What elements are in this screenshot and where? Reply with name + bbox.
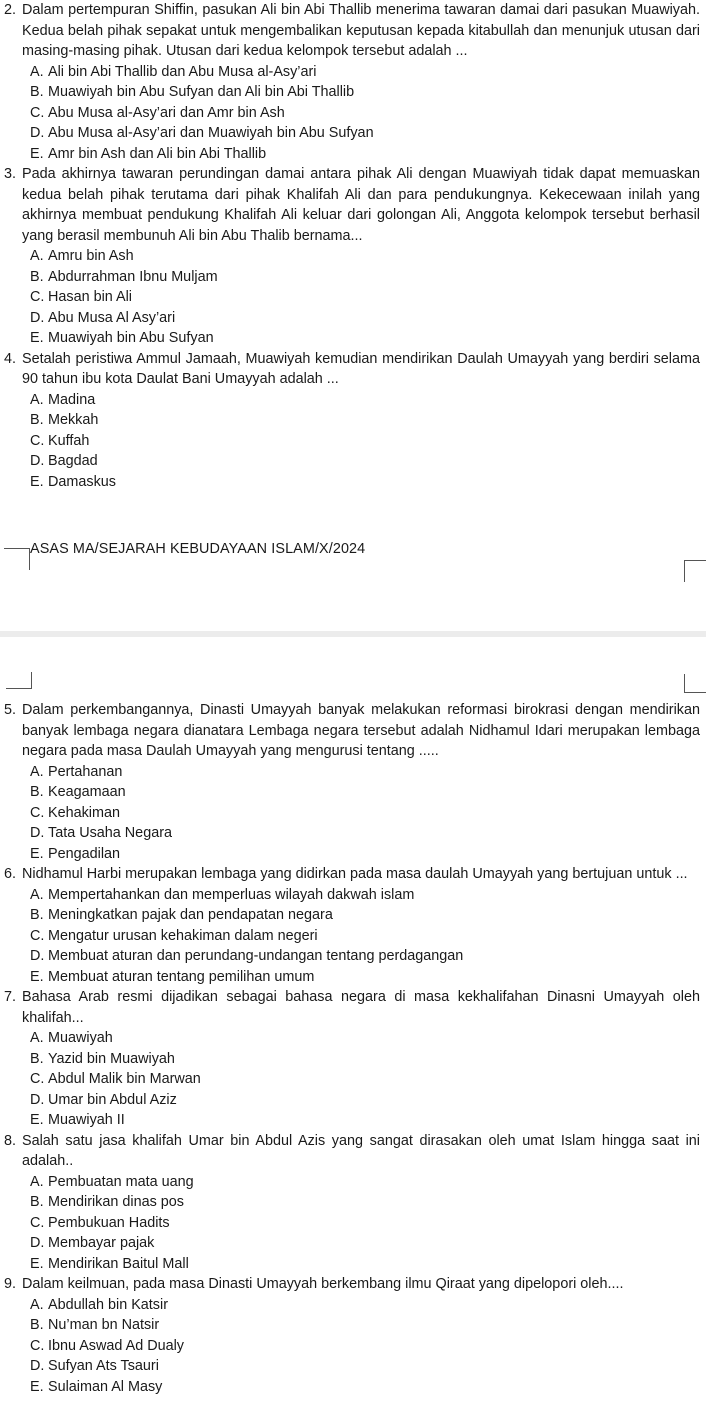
option-text: Abu Musa Al Asy’ari <box>48 309 176 326</box>
option-text: Kuffah <box>48 432 90 449</box>
option <box>30 1192 706 1213</box>
option-text: Abu Musa al-Asy’ari dan Muawiyah bin Abu Sufyan <box>48 125 374 141</box>
option-text: Pembuatan mata uang <box>48 1173 194 1190</box>
option-letter: A. <box>30 886 44 903</box>
option-text: Mempertahankan dan memperluas wilayah dakwah islam <box>48 886 415 903</box>
option <box>30 472 706 493</box>
option-letter: D. <box>30 825 45 841</box>
option-text: Mendirikan dinas pos <box>48 1194 184 1210</box>
option <box>30 103 706 124</box>
option <box>30 1336 706 1357</box>
option <box>30 62 706 83</box>
option-letter: B. <box>30 1317 44 1333</box>
option-letter: D. <box>30 1091 45 1108</box>
option-text: Ibnu Aswad Ad Dualy <box>48 1337 185 1354</box>
option-letter: E. <box>30 145 44 162</box>
option-text: Meningkatkan pajak dan pendapatan negara <box>48 907 333 923</box>
option-letter: C. <box>30 432 45 449</box>
option-text: Mendirikan Baitul Mall <box>48 1255 189 1272</box>
option <box>30 431 706 452</box>
option-text: Abdul Malik bin Marwan <box>48 1071 201 1087</box>
option-letter: B. <box>30 784 44 800</box>
option-letter: A. <box>30 1030 44 1046</box>
option-text: Mengatur urusan kehakiman dalam negeri <box>48 927 318 944</box>
question-3 <box>0 164 706 246</box>
option-text: Muawiyah <box>48 1030 113 1046</box>
option <box>30 1377 706 1398</box>
question-number: 8. <box>4 1132 17 1149</box>
question-number: 7. <box>4 989 17 1005</box>
option <box>30 410 706 431</box>
option <box>30 1233 706 1254</box>
option-letter: C. <box>30 289 45 305</box>
option <box>30 144 706 165</box>
question-number: 9. <box>4 1276 17 1292</box>
question-text: Pada akhirnya tawaran perundingan damai antara pihak Ali dengan Muawiyah tidak dapat memuaskan kedua belah pihak terutama dari pihak Khalifah Ali dan para pendukungnya. Kekecewaan inilah yang akhirnya membuat pendukung Khalifah Ali keluar dari golongan Ali, Anggota kelompok tersebut berhasil yang berasil membunuh Ali bin Abu Thalib bernama... <box>22 166 700 244</box>
option-letter: B. <box>30 412 44 428</box>
question-4 <box>0 349 706 390</box>
option-letter: E. <box>30 1378 44 1395</box>
exam-page-top <box>0 0 706 492</box>
option <box>30 1213 706 1234</box>
question-6 <box>0 864 706 885</box>
option-text: Tata Usaha Negara <box>48 825 172 841</box>
option-letter: E. <box>30 330 44 346</box>
option-letter: C. <box>30 927 45 944</box>
option-letter: A. <box>30 63 44 80</box>
option <box>30 823 706 844</box>
option-letter: B. <box>30 84 44 100</box>
crop-mark <box>684 674 685 692</box>
option-text: Muawiyah II <box>48 1112 125 1128</box>
option <box>30 390 706 411</box>
crop-mark <box>4 548 30 549</box>
option <box>30 967 706 988</box>
option <box>30 123 706 144</box>
option-text: Abdurrahman Ibnu Muljam <box>48 268 218 285</box>
option <box>30 82 706 103</box>
option-letter: E. <box>30 968 44 985</box>
option-letter: D. <box>30 1235 45 1251</box>
question-text: Nidhamul Harbi merupakan lembaga yang didirkan pada masa daulah Umayyah yang bertujuan untuk ... <box>22 866 688 882</box>
question-5 <box>0 700 706 762</box>
option-text: Abu Musa al-Asy’ari dan Amr bin Ash <box>48 104 285 121</box>
option <box>30 1069 706 1090</box>
question-2 <box>0 0 706 62</box>
option-text: Ali bin Abi Thallib dan Abu Musa al-Asy’ari <box>48 63 317 80</box>
option-letter: E. <box>30 1112 44 1128</box>
question-text: Dalam perkembangannya, Dinasti Umayyah banyak melakukan reformasi birokrasi dengan mendirikan banyak lembaga negara dianatara Lembaga negara tersebut adalah Nidhamul Idari merupakan lembaga negara pada masa Daulah Umayyah yang mengurusi tentang ..... <box>22 702 700 759</box>
option-text: Keagamaan <box>48 784 126 800</box>
option-letter: A. <box>30 248 44 264</box>
option-letter: D. <box>30 1358 45 1374</box>
page-separator <box>0 631 706 637</box>
option-letter: C. <box>30 104 45 121</box>
option <box>30 1049 706 1070</box>
option <box>30 451 706 472</box>
option <box>30 308 706 329</box>
option-text: Sufyan Ats Tsauri <box>48 1358 159 1374</box>
question-text: Bahasa Arab resmi dijadikan sebagai bahasa negara di masa kekhalifahan Dinasni Umayyah oleh khalifah... <box>22 989 700 1026</box>
option <box>30 1110 706 1131</box>
option-letter: B. <box>30 268 44 285</box>
option <box>30 803 706 824</box>
question-number: 6. <box>4 866 17 882</box>
option-text: Mekkah <box>48 412 99 428</box>
option-letter: D. <box>30 453 45 469</box>
option-letter: C. <box>30 1337 45 1354</box>
option-letter: A. <box>30 1296 44 1313</box>
option-text: Kehakiman <box>48 804 120 821</box>
option <box>30 844 706 865</box>
option-text: Hasan bin Ali <box>48 289 132 305</box>
option <box>30 1172 706 1193</box>
question-text: Setalah peristiwa Ammul Jamaah, Muawiyah kemudian mendirikan Daulah Umayyah yang berdiri selama 90 tahun ibu kota Daulat Bani Umayyah adalah ... <box>22 350 700 387</box>
question-number: 2. <box>4 2 17 18</box>
option-text: Membuat aturan dan perundang-undangan tentang perdagangan <box>48 948 464 964</box>
crop-mark <box>6 688 32 689</box>
option <box>30 1295 706 1316</box>
option-letter: E. <box>30 845 44 862</box>
question-text: Dalam keilmuan, pada masa Dinasti Umayyah berkembang ilmu Qiraat yang dipelopori oleh.... <box>22 1276 624 1292</box>
crop-mark <box>684 560 685 582</box>
question-text: Salah satu jasa khalifah Umar bin Abdul Azis yang sangat dirasakan oleh umat Islam hingga saat ini adalah.. <box>22 1132 700 1169</box>
option-text: Madina <box>48 391 96 408</box>
option-text: Umar bin Abdul Aziz <box>48 1091 177 1108</box>
question-9 <box>0 1274 706 1295</box>
crop-mark <box>684 560 706 561</box>
option-text: Pembukuan Hadits <box>48 1214 170 1231</box>
option-letter: E. <box>30 1255 44 1272</box>
question-8 <box>0 1131 706 1172</box>
option-text: Pengadilan <box>48 845 121 862</box>
option <box>30 926 706 947</box>
option-letter: C. <box>30 1071 45 1087</box>
option <box>30 1254 706 1275</box>
option-text: Amru bin Ash <box>48 248 134 264</box>
option-text: Abdullah bin Katsir <box>48 1296 168 1313</box>
option <box>30 267 706 288</box>
option <box>30 1315 706 1336</box>
option <box>30 287 706 308</box>
option-letter: C. <box>30 804 45 821</box>
page-footer <box>0 520 706 700</box>
option-text: Yazid bin Muawiyah <box>48 1050 175 1067</box>
option-text: Amr bin Ash dan Ali bin Abi Thallib <box>48 145 267 162</box>
option-text: Muawiyah bin Abu Sufyan dan Ali bin Abi Thallib <box>48 84 355 100</box>
option-text: Membayar pajak <box>48 1235 155 1251</box>
option-letter: B. <box>30 1050 44 1067</box>
option-text: Damaskus <box>48 473 116 490</box>
option-letter: B. <box>30 907 44 923</box>
option-text: Pertahanan <box>48 763 123 780</box>
option-text: Muawiyah bin Abu Sufyan <box>48 330 214 346</box>
question-7 <box>0 987 706 1028</box>
option-text: Membuat aturan tentang pemilihan umum <box>48 968 315 985</box>
option <box>30 1090 706 1111</box>
option <box>30 246 706 267</box>
question-number: 4. <box>4 350 17 367</box>
option <box>30 905 706 926</box>
option-letter: D. <box>30 948 45 964</box>
question-number: 3. <box>4 166 17 182</box>
option-letter: D. <box>30 125 45 141</box>
option-text: Sulaiman Al Masy <box>48 1378 163 1395</box>
option <box>30 328 706 349</box>
option <box>30 782 706 803</box>
crop-mark <box>31 672 32 688</box>
option <box>30 885 706 906</box>
option <box>30 946 706 967</box>
option-letter: A. <box>30 1173 44 1190</box>
option-letter: B. <box>30 1194 44 1210</box>
option-text: Bagdad <box>48 453 98 469</box>
option <box>30 1028 706 1049</box>
option <box>30 762 706 783</box>
option-letter: A. <box>30 391 44 408</box>
question-text: Dalam pertempuran Shiffin, pasukan Ali bin Abi Thallib menerima tawaran damai dari pasukan Muawiyah. Kedua belah pihak sepakat untuk mengembalikan keputusan kepada kitabullah dan menunjuk utusan dari masing-masing pihak. Utusan dari kedua kelompok tersebut adalah ... <box>22 2 700 59</box>
option-letter: C. <box>30 1214 45 1231</box>
exam-page-bottom <box>0 700 706 1397</box>
option-letter: D. <box>30 309 45 326</box>
option <box>30 1356 706 1377</box>
crop-mark <box>684 692 706 693</box>
question-number: 5. <box>4 702 17 718</box>
option-text: Nu’man bn Natsir <box>48 1317 160 1333</box>
option-letter: E. <box>30 473 44 490</box>
footer-exam-code: ASAS MA/SEJARAH KEBUDAYAAN ISLAM/X/2024 <box>30 541 366 557</box>
option-letter: A. <box>30 763 44 780</box>
